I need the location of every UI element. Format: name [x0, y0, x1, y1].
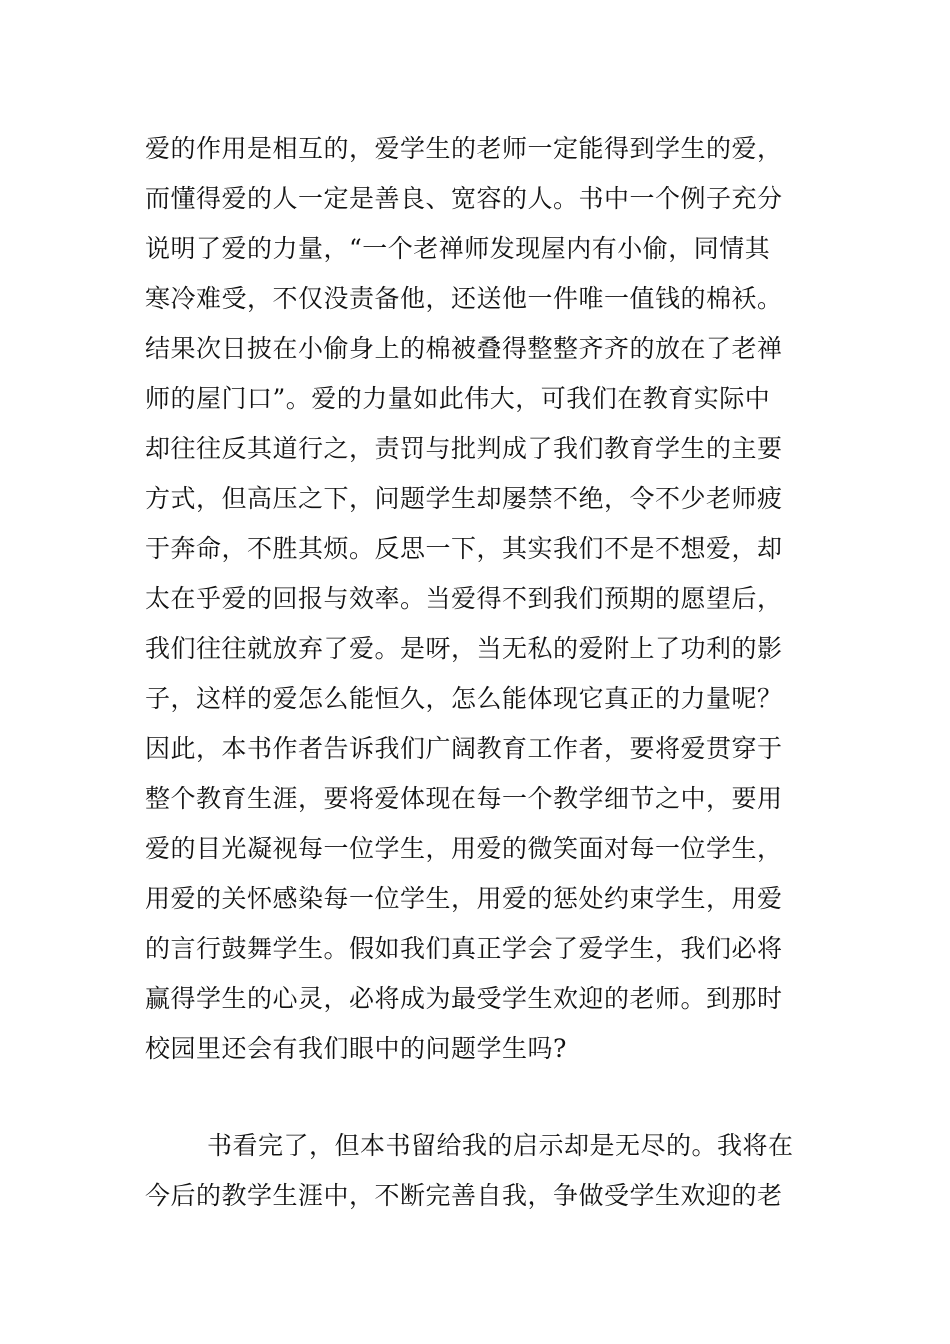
- text-line: 因此，本书作者告诉我们广阔教育工作者，要将爱贯穿于: [145, 734, 783, 763]
- text-line: 于奔命，不胜其烦。反思一下，其实我们不是不想爱，却: [145, 534, 783, 563]
- text-line: 寒冷难受，不仅没责备他，还送他一件唯一值钱的棉袄。: [145, 284, 783, 313]
- text-line: 今后的教学生涯中，不断完善自我，争做受学生欢迎的老: [145, 1181, 783, 1210]
- text-line: 结果次日披在小偷身上的棉被叠得整整齐齐的放在了老禅: [145, 334, 783, 363]
- text-line: 赢得学生的心灵，必将成为最受学生欢迎的老师。到那时: [145, 984, 783, 1013]
- text-line: 我们往往就放弃了爱。是呀，当无私的爱附上了功利的影: [145, 634, 783, 663]
- text-line: 却往往反其道行之，责罚与批判成了我们教育学生的主要: [145, 434, 783, 463]
- text-line: 太在乎爱的回报与效率。当爱得不到我们预期的愿望后，: [145, 584, 783, 613]
- paragraph-1: [145, 124, 815, 1074]
- text-line: 用爱的关怀感染每一位学生，用爱的惩处约束学生，用爱: [145, 884, 783, 913]
- text-line: 说明了爱的力量，“一个老禅师发现屋内有小偷，同情其: [145, 234, 771, 263]
- text-line: 方式，但高压之下，问题学生却屡禁不绝，令不少老师疲: [145, 484, 783, 513]
- text-line: 校园里还会有我们眼中的问题学生吗?: [145, 1034, 567, 1063]
- text-line: 师的屋门口”。爱的力量如此伟大，可我们在教育实际中: [145, 384, 771, 413]
- text-line: 整个教育生涯，要将爱体现在每一个教学细节之中，要用: [145, 784, 783, 813]
- text-line: 爱的作用是相互的，爱学生的老师一定能得到学生的爱，: [145, 134, 783, 163]
- text-line: 书看完了，但本书留给我的启示却是无尽的。我将在: [207, 1131, 794, 1160]
- text-line: 子，这样的爱怎么能恒久，怎么能体现它真正的力量呢？: [145, 684, 783, 713]
- text-line: 而懂得爱的人一定是善良、宽容的人。书中一个例子充分: [145, 184, 783, 213]
- text-line: 的言行鼓舞学生。假如我们真正学会了爱学生，我们必将: [145, 934, 783, 963]
- text-line: 爱的目光凝视每一位学生，用爱的微笑面对每一位学生，: [145, 834, 783, 863]
- paragraph-2: [145, 1121, 815, 1221]
